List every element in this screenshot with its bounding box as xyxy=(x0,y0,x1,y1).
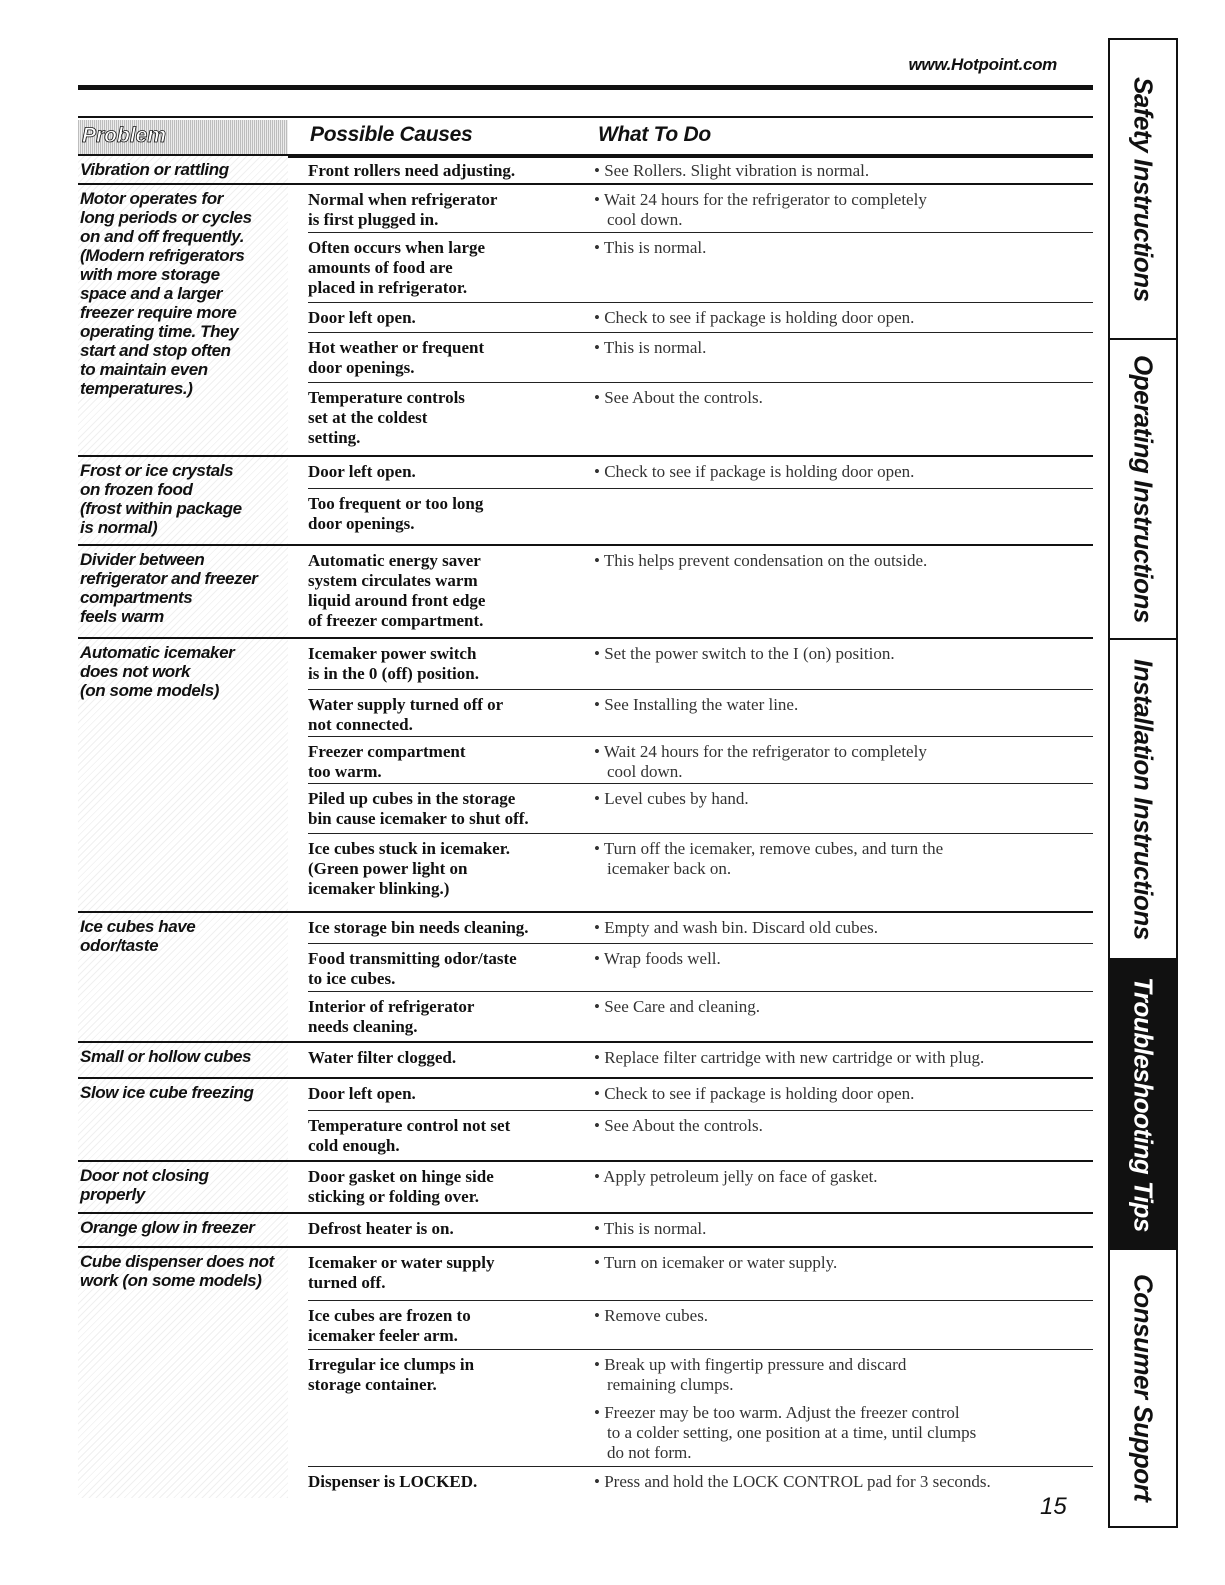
what-to-do: • Replace filter cartridge with new cartridge or with plug. xyxy=(594,1048,985,1067)
cause-row xyxy=(308,156,1093,185)
sidebar-tab-troubleshooting-tips[interactable] xyxy=(1110,960,1176,1250)
possible-cause: Icemaker or water supply turned off. xyxy=(308,1253,495,1292)
what-to-do: • Wrap foods well. xyxy=(594,949,721,968)
what-to-do: • Break up with fingertip pressure and discard remaining clumps. xyxy=(594,1355,907,1394)
what-to-do: • Empty and wash bin. Discard old cubes. xyxy=(594,918,879,937)
possible-cause: Freezer compartment too warm. xyxy=(308,742,466,781)
problem-text: Divider between refrigerator and freezer compartments feels warm xyxy=(80,550,258,626)
problem-cell xyxy=(78,1214,288,1248)
what-to-do-header: What To Do xyxy=(598,123,711,146)
cause-row xyxy=(308,1079,1093,1110)
possible-cause: Water filter clogged. xyxy=(308,1048,457,1067)
problem-section xyxy=(78,455,1093,546)
problem-section xyxy=(78,1246,1093,1498)
what-to-do: • See Rollers. Slight vibration is normal. xyxy=(594,161,870,180)
what-to-do: • Remove cubes. xyxy=(594,1306,709,1325)
problem-text: Ice cubes have odor/taste xyxy=(80,917,196,955)
what-to-do: • Turn off the icemaker, remove cubes, and turn the icemaker back on. xyxy=(594,839,944,878)
problem-cell xyxy=(78,546,288,639)
cause-row xyxy=(308,736,1093,784)
what-to-do: • See Installing the water line. xyxy=(594,695,799,714)
problem-text: Vibration or rattling xyxy=(80,160,229,179)
sidebar-tab-installation-instructions[interactable] xyxy=(1110,640,1176,960)
page-number: 15 xyxy=(1040,1493,1067,1520)
problem-text: Cube dispenser does not work (on some models) xyxy=(80,1252,274,1290)
what-to-do: • See About the controls. xyxy=(594,1116,763,1135)
sidebar-tab-safety-instructions[interactable] xyxy=(1110,40,1176,340)
cause-row xyxy=(308,833,1093,914)
problem-cell xyxy=(78,1162,288,1214)
problem-section xyxy=(78,1077,1093,1162)
possible-cause: Food transmitting odor/taste to ice cubes. xyxy=(308,949,517,988)
problem-section xyxy=(78,183,1093,457)
problem-text: Slow ice cube freezing xyxy=(80,1083,254,1102)
what-to-do: • This is normal. xyxy=(594,1219,707,1238)
cause-row xyxy=(308,1248,1093,1300)
site-url: www.Hotpoint.com xyxy=(908,55,1057,74)
possible-cause: Automatic energy saver system circulates warm liquid around front edge of freezer compartment. xyxy=(308,551,486,630)
cause-row xyxy=(308,546,1093,639)
cause-row xyxy=(308,689,1093,737)
problem-section xyxy=(78,637,1093,913)
what-to-do: • Freezer may be too warm. Adjust the freezer control to a colder setting, one position at a time, until clumps do not form. xyxy=(594,1403,977,1462)
problem-cell xyxy=(78,1248,288,1498)
problem-text: Frost or ice crystals on frozen food (frost within package is normal) xyxy=(80,461,242,537)
possible-cause: Door left open. xyxy=(308,308,416,327)
possible-cause: Hot weather or frequent door openings. xyxy=(308,338,485,377)
possible-cause: Ice cubes stuck in icemaker. (Green power light on icemaker blinking.) xyxy=(308,839,510,898)
what-to-do: • See About the controls. xyxy=(594,388,763,407)
causes-header: Possible Causes xyxy=(310,123,473,146)
problem-text: Automatic icemaker does not work (on some models) xyxy=(80,643,235,700)
what-to-do: • Apply petroleum jelly on face of gasket. xyxy=(594,1167,878,1186)
problem-section xyxy=(78,1160,1093,1214)
top-rule xyxy=(78,85,1093,90)
problem-text: Door not closing properly xyxy=(80,1166,209,1204)
what-to-do: • This is normal. xyxy=(594,338,707,357)
what-to-do: • Wait 24 hours for the refrigerator to completely cool down. xyxy=(594,742,927,781)
sidebar-tab-label: Safety Instructions xyxy=(1128,76,1159,302)
cause-row xyxy=(308,913,1093,943)
possible-cause: Ice storage bin needs cleaning. xyxy=(308,918,529,937)
what-to-do: • This helps prevent condensation on the outside. xyxy=(594,551,928,570)
sidebar-tab-consumer-support[interactable] xyxy=(1110,1250,1176,1526)
possible-cause: Water supply turned off or not connected. xyxy=(308,695,504,734)
problem-cell xyxy=(78,913,288,1043)
cause-row xyxy=(308,185,1093,232)
cause-row xyxy=(308,1110,1093,1163)
possible-cause: Irregular ice clumps in storage container. xyxy=(308,1355,475,1394)
possible-cause: Front rollers need adjusting. xyxy=(308,161,516,180)
sidebar-tab-operating-instructions[interactable] xyxy=(1110,340,1176,640)
cause-row xyxy=(308,332,1093,383)
cause-row xyxy=(308,302,1093,333)
possible-cause: Temperature control not set cold enough. xyxy=(308,1116,511,1155)
cause-row xyxy=(308,1300,1093,1350)
cause-row xyxy=(308,1466,1093,1499)
problem-section xyxy=(78,154,1093,185)
sidebar-tab-label: Installation Instructions xyxy=(1128,658,1159,940)
possible-cause: Often occurs when large amounts of food are placed in refrigerator. xyxy=(308,238,486,297)
possible-cause: Ice cubes are frozen to icemaker feeler arm. xyxy=(308,1306,471,1345)
sidebar-tab-label: Consumer Support xyxy=(1128,1274,1159,1502)
problem-cell xyxy=(78,457,288,546)
cause-row xyxy=(308,1043,1093,1079)
possible-cause: Normal when refrigerator is first plugged in. xyxy=(308,190,498,229)
problem-text: Orange glow in freezer xyxy=(80,1218,255,1237)
problem-cell xyxy=(78,156,288,185)
possible-cause: Dispenser is LOCKED. xyxy=(308,1472,478,1491)
problem-section xyxy=(78,1212,1093,1248)
cause-row xyxy=(308,457,1093,488)
problem-header: Problem xyxy=(82,124,167,147)
what-to-do: • Press and hold the LOCK CONTROL pad for 3 seconds. xyxy=(594,1472,991,1491)
cause-row xyxy=(308,943,1093,992)
what-to-do: • Level cubes by hand. xyxy=(594,789,749,808)
what-to-do: • Wait 24 hours for the refrigerator to completely cool down. xyxy=(594,190,927,229)
what-to-do: • Turn on icemaker or water supply. xyxy=(594,1253,838,1272)
problem-text: Small or hollow cubes xyxy=(80,1047,252,1066)
cause-row xyxy=(308,1162,1093,1214)
sidebar-tab-label: Operating Instructions xyxy=(1128,355,1159,623)
possible-cause: Door left open. xyxy=(308,1084,416,1103)
cause-row xyxy=(308,991,1093,1044)
cause-row xyxy=(308,783,1093,834)
possible-cause: Temperature controls set at the coldest setting. xyxy=(308,388,465,447)
what-to-do: • See Care and cleaning. xyxy=(594,997,760,1016)
sidebar-tab-label: Troubleshooting Tips xyxy=(1128,976,1159,1232)
possible-cause: Door gasket on hinge side sticking or folding over. xyxy=(308,1167,494,1206)
cause-row xyxy=(308,488,1093,547)
possible-cause: Defrost heater is on. xyxy=(308,1219,454,1238)
what-to-do: • Set the power switch to the I (on) position. xyxy=(594,644,895,663)
section-sidebar xyxy=(1108,38,1178,1528)
possible-cause: Door left open. xyxy=(308,462,416,481)
problem-text: Motor operates for long periods or cycles on and off frequently. (Modern refrigerators with more storage space and a larger freezer require more operating time. They start and stop often to maintain even temperatures.) xyxy=(80,189,252,398)
possible-cause: Too frequent or too long door openings. xyxy=(308,494,484,533)
problem-cell xyxy=(78,185,288,457)
table-header xyxy=(78,116,1093,158)
what-to-do: • Check to see if package is holding door open. xyxy=(594,1084,915,1103)
possible-cause: Piled up cubes in the storage bin cause icemaker to shut off. xyxy=(308,789,529,828)
possible-cause: Interior of refrigerator needs cleaning. xyxy=(308,997,475,1036)
problem-cell xyxy=(78,639,288,913)
cause-row xyxy=(308,639,1093,689)
what-to-do: • This is normal. xyxy=(594,238,707,257)
cause-row xyxy=(308,232,1093,303)
problem-section xyxy=(78,1041,1093,1079)
possible-cause: Icemaker power switch is in the 0 (off) position. xyxy=(308,644,479,683)
what-to-do: • Check to see if package is holding door open. xyxy=(594,308,915,327)
what-to-do: • Check to see if package is holding door open. xyxy=(594,462,915,481)
problem-header-cell xyxy=(78,120,288,154)
problem-cell xyxy=(78,1079,288,1162)
problem-section xyxy=(78,544,1093,639)
cause-row xyxy=(308,1214,1093,1248)
problem-section xyxy=(78,911,1093,1043)
problem-cell xyxy=(78,1043,288,1079)
cause-row xyxy=(308,382,1093,458)
cause-row xyxy=(308,1349,1093,1467)
